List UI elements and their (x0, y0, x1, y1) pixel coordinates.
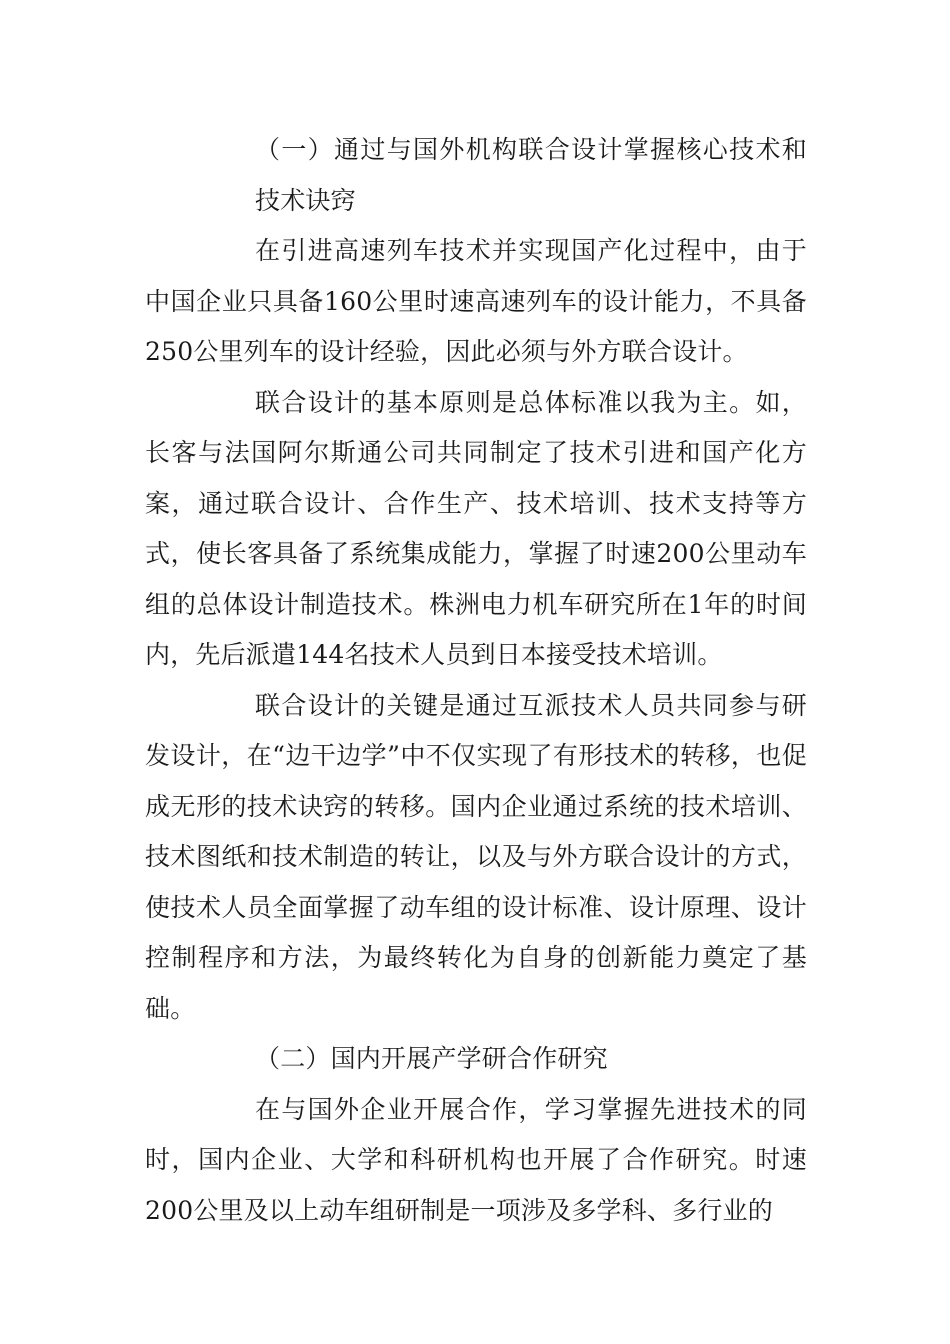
paragraph-design-key: 联合设计的关键是通过互派技术人员共同参与研发设计，在“边干边学”中不仅实现了有形技术的转移，也促成无形的技术诀窍的转移。国内企业通过系统的技术培训、技术图纸和技术制造的转让，以及与外方联合设计的方式，使技术人员全面掌握了动车组的设计标准、设计原理、设计控制程序和方法，为最终转化为自身的创新能力奠定了基础。 (145, 690, 807, 1023)
paragraph-localization: 在引进高速列车技术并实现国产化过程中，由于中国企业只具备160公里时速高速列车的设计能力，不具备250公里列车的设计经验，因此必须与外方联合设计。 (145, 236, 807, 366)
paragraph-domestic-research: 在与国外企业开展合作，学习掌握先进技术的同时，国内企业、大学和科研机构也开展了合作研究。时速200公里及以上动车组研制是一项涉及多学科、多行业的 (145, 1094, 807, 1225)
section-heading-domestic-cooperation: （二）国内开展产学研合作研究 (255, 1044, 608, 1073)
paragraph-design-principle: 联合设计的基本原则是总体标准以我为主。如，长客与法国阿尔斯通公司共同制定了技术引进和国产化方案，通过联合设计、合作生产、技术培训、技术支持等方式，使长客具备了系统集成能力，掌握了时速200公里动车组的总体设计制造技术。株洲电力机车研究所在1年的时间内，先后派遣144名技术人员到日本接受技术培训。 (145, 387, 807, 669)
document-body (145, 125, 807, 1236)
section-heading-joint-design: （一）通过与国外机构联合设计掌握核心技术和技术诀窍 (255, 135, 807, 215)
